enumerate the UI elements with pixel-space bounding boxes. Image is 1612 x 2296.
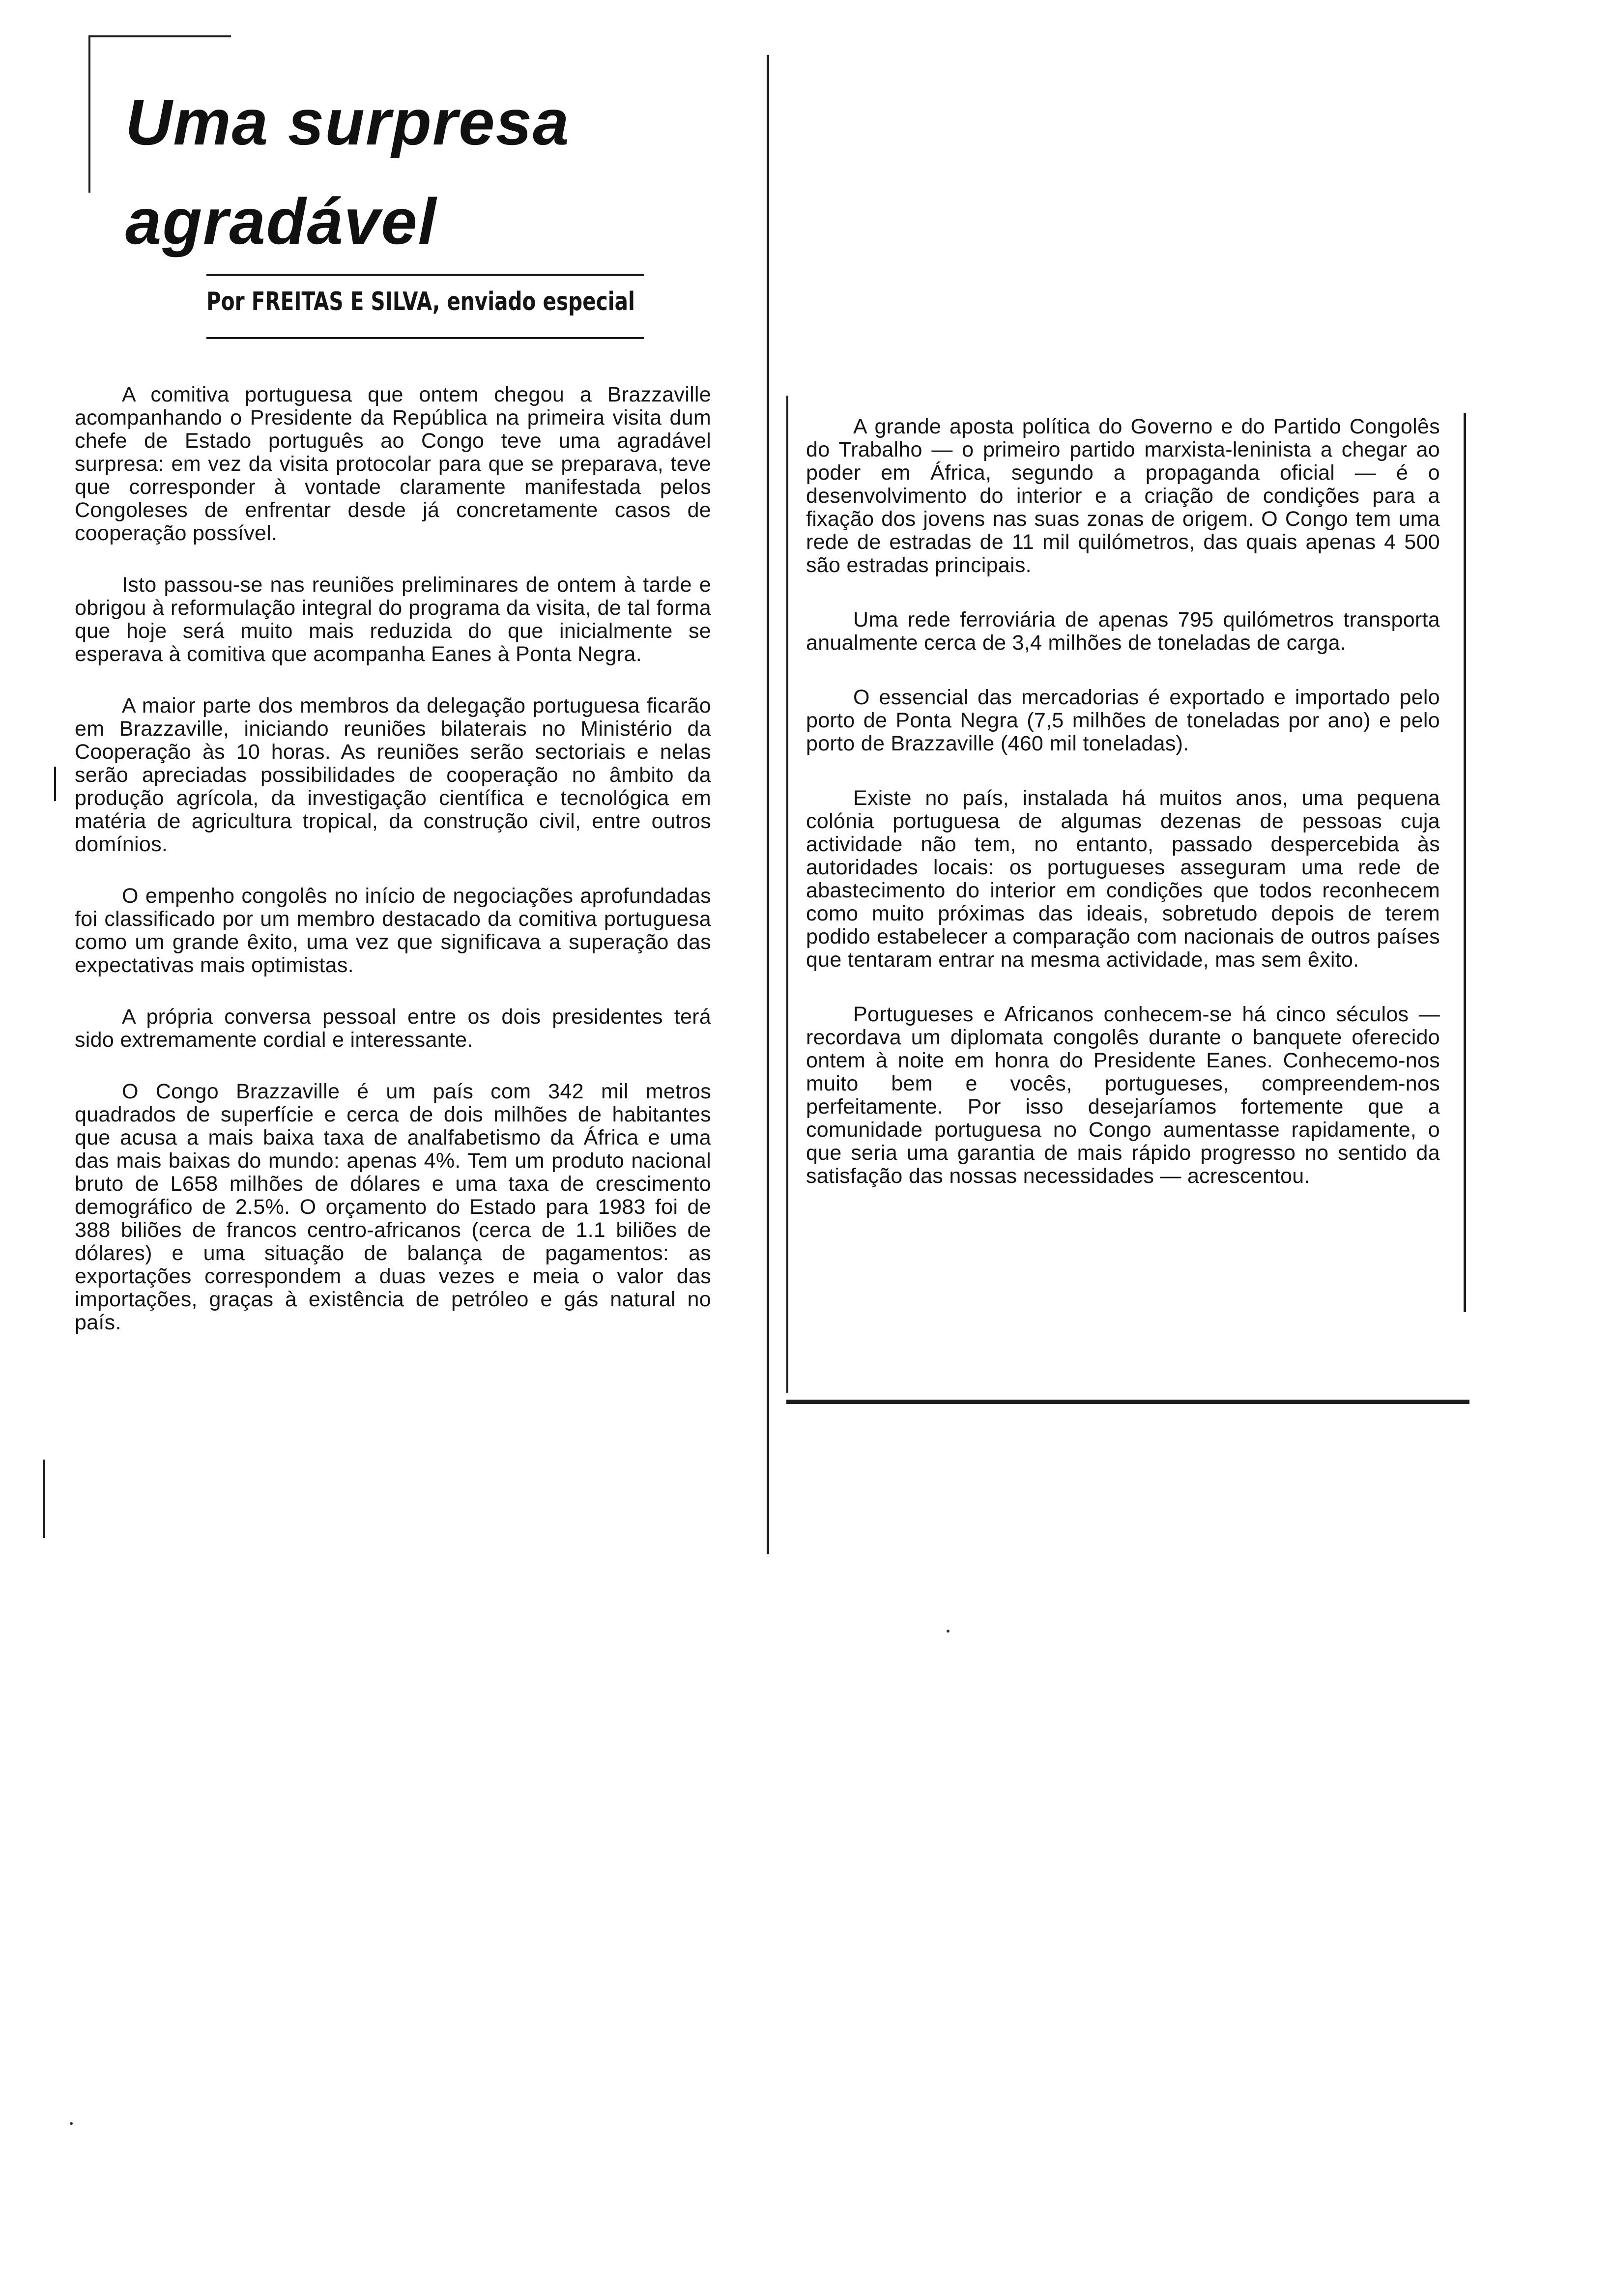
top-frame-rule — [88, 35, 231, 37]
left-margin-mark-1 — [54, 767, 56, 801]
byline-top-rule — [206, 274, 644, 276]
paragraph: O essencial das mercadorias é exportado e importado pelo porto de Ponta Negra (7,5 milhões de toneladas por ano) e pelo porto de Brazzaville (460 mil toneladas). — [806, 686, 1440, 755]
paragraph: O empenho congolês no início de negociações aprofundadas foi classificado por um membro destacado da comitiva portuguesa como um grande êxito, uma vez que significava a superação das expectativas mais optimistas. — [75, 884, 711, 977]
right-column — [806, 415, 1440, 1219]
left-frame-rule — [88, 35, 90, 193]
left-column — [75, 383, 711, 1363]
paragraph: O Congo Brazzaville é um país com 342 mil metros quadrados de superfície e cerca de dois milhões de habitantes que acusa a mais baixa taxa de analfabetismo da África e uma das mais baixas do mundo: apenas 4%. Tem um produto nacional bruto de L658 milhões de dólares e uma taxa de crescimento demográfico de 2.5%. O orçamento do Estado para 1983 foi de 388 biliões de francos centro-africanos (cerca de 1.1 biliões de dólares) e uma situação de balança de pagamentos: as exportações correspondem a duas vezes e meia o valor das importações, graças à existência de petróleo e gás natural no país. — [75, 1080, 711, 1334]
left-margin-mark-2 — [43, 1460, 45, 1538]
right-column-right-rule — [1464, 413, 1466, 1312]
scan-speck — [947, 1630, 950, 1633]
byline-bottom-rule — [206, 337, 644, 339]
article-headline: Uma surpresa agradável — [125, 86, 570, 258]
paragraph: Portugueses e Africanos conhecem-se há cinco séculos — recordava um diplomata congolês durante o banquete oferecido ontem à noite em honra do Presidente Eanes. Conhecemo-nos muito bem e vocês, portugueses, compreendem-nos perfeitamente. Por isso desejaríamos fortemente que a comunidade portuguesa no Congo aumentasse rapidamente, o que seria uma garantia de mais rápido progresso no sentido da satisfação das nossas necessidades — acrescentou. — [806, 1003, 1440, 1188]
paragraph: A maior parte dos membros da delegação portuguesa ficarão em Brazzaville, iniciando reuniões bilaterais no Ministério da Cooperação às 10 horas. As reuniões serão sectoriais e nelas serão apreciadas possibilidades de cooperação no âmbito da produção agrícola, da investigação científica e tecnológica em matéria de agricultura tropical, da construção civil, entre outros domínios. — [75, 694, 711, 856]
paragraph: Isto passou-se nas reuniões preliminares de ontem à tarde e obrigou à reformulação integral do programa da visita, de tal forma que hoje será muito mais reduzida do que inicialmente se esperava à comitiva que acompanha Eanes à Ponta Negra. — [75, 573, 711, 666]
article-byline: Por FREITAS E SILVA, enviado especial — [206, 287, 635, 316]
paragraph: A comitiva portuguesa que ontem chegou a Brazzaville acompanhando o Presidente da República na primeira visita dum chefe de Estado português ao Congo teve uma agradável surpresa: em vez da visita protocolar para que se preparava, teve que corresponder à vontade claramente manifestada pelos Congoleses de enfrentar desde já concretamente casos de cooperação possível. — [75, 383, 711, 545]
right-column-bottom-rule — [786, 1400, 1469, 1404]
paragraph: A própria conversa pessoal entre os dois presidentes terá sido extremamente cordial e interessante. — [75, 1005, 711, 1052]
scan-speck — [70, 2122, 73, 2125]
paragraph: Uma rede ferroviária de apenas 795 quilómetros transporta anualmente cerca de 3,4 milhões de toneladas de carga. — [806, 608, 1440, 655]
left-column-divider — [767, 55, 769, 1554]
paragraph: Existe no país, instalada há muitos anos, uma pequena colónia portuguesa de algumas dezenas de pessoas cuja actividade não tem, no entanto, passado despercebida às autoridades locais: os portugueses asseguram uma rede de abastecimento do interior em condições que todos reconhecem como muito próximas das ideais, sobretudo depois de terem podido estabelecer a comparação com nacionais de outros países que tentaram entrar na mesma actividade, mas sem êxito. — [806, 786, 1440, 972]
right-column-left-rule — [786, 396, 788, 1393]
paragraph: A grande aposta política do Governo e do Partido Congolês do Trabalho — o primeiro partido marxista-leninista a chegar ao poder em África, segundo a propaganda oficial — é o desenvolvimento do interior e a criação de condições para a fixação dos jovens nas suas zonas de origem. O Congo tem uma rede de estradas de 11 mil quilómetros, das quais apenas 4 500 são estradas principais. — [806, 415, 1440, 577]
